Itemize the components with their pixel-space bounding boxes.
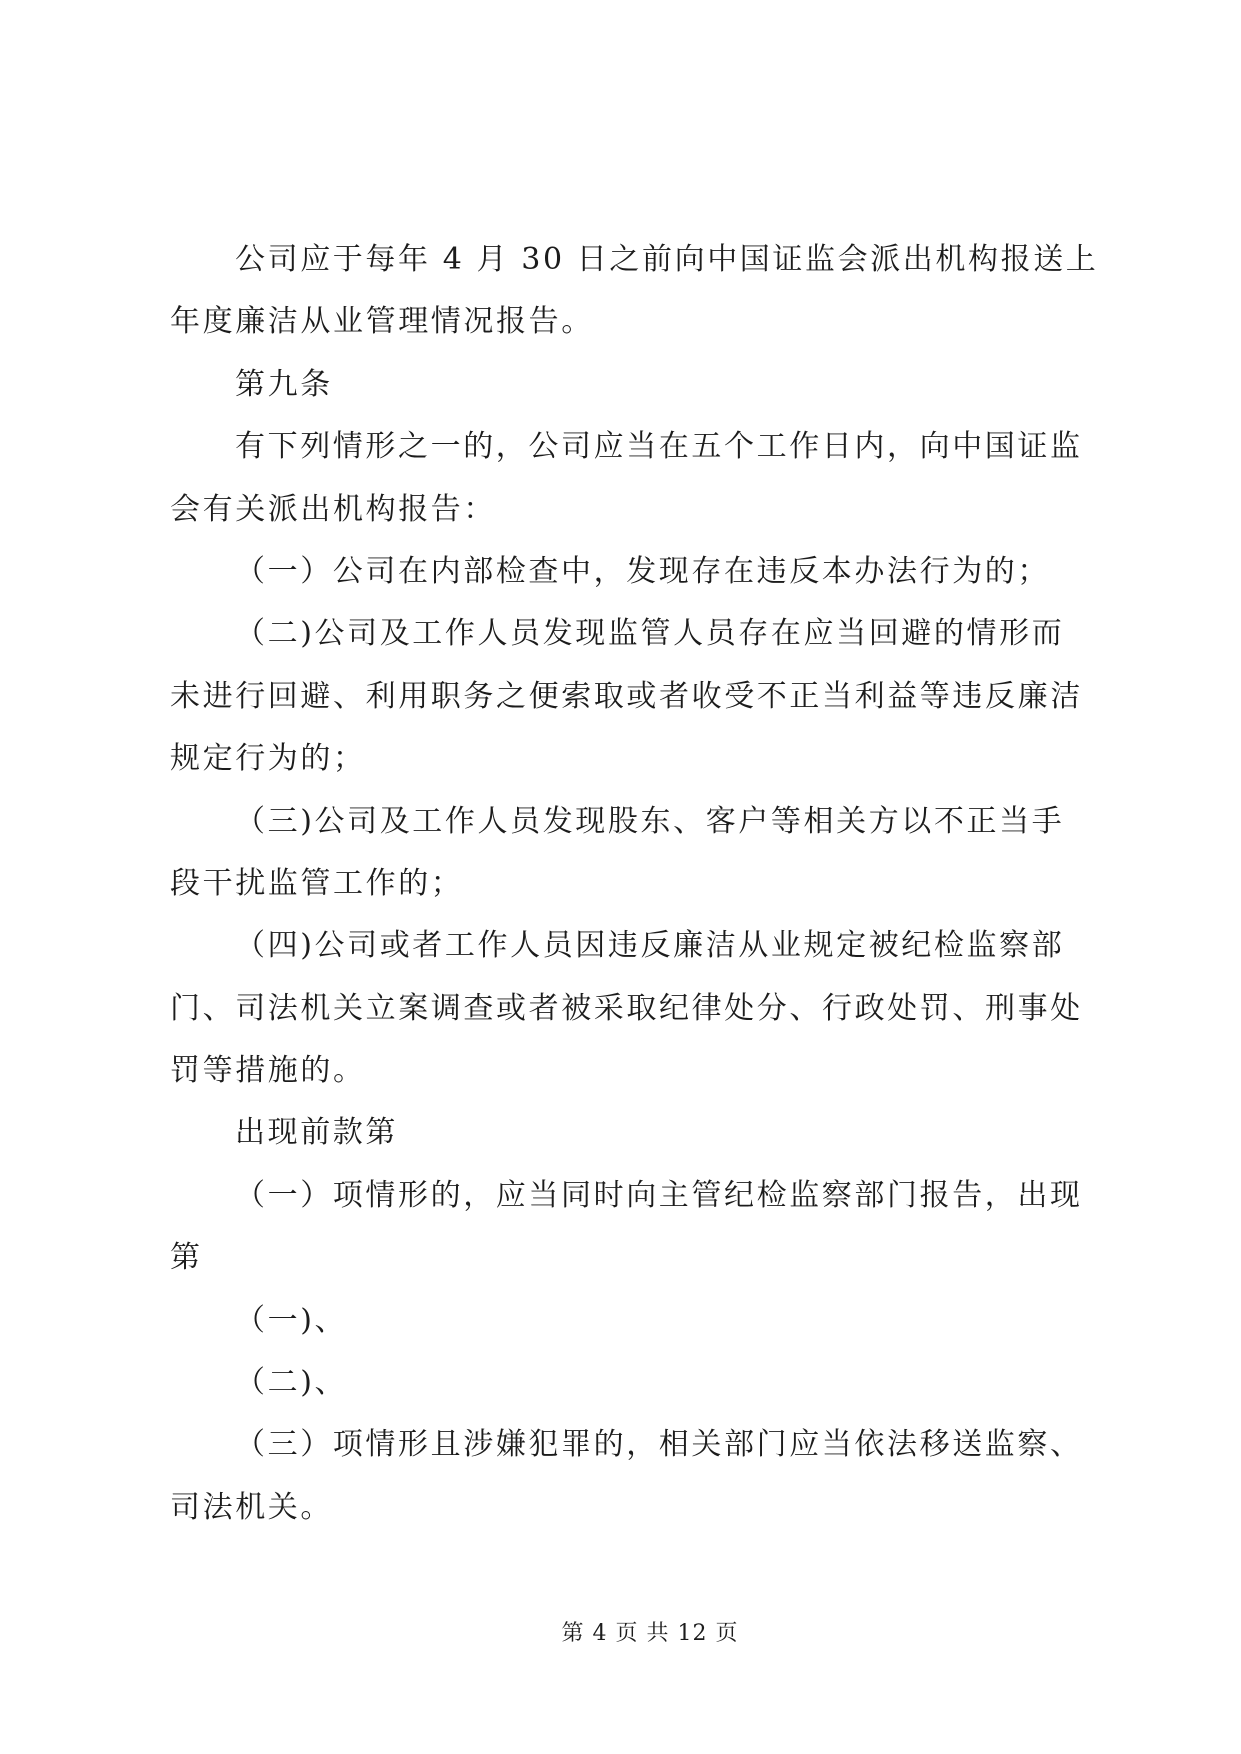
list-item-line: （四)公司或者工作人员因违反廉洁从业规定被纪检监察部 <box>235 928 1065 964</box>
body-text-line: 出现前款第 <box>235 1115 398 1151</box>
body-text-line: 罚等措施的。 <box>170 1053 366 1089</box>
article-heading: 第九条 <box>235 366 333 402</box>
list-item-line: （一）公司在内部检查中，发现存在违反本办法行为的； <box>235 553 1050 589</box>
list-item-line: （三)公司及工作人员发现股东、客户等相关方以不正当手 <box>235 803 1065 839</box>
body-text-line: 门、司法机关立案调查或者被采取纪律处分、行政处罚、刑事处 <box>170 990 1083 1026</box>
list-item-line: （三）项情形且涉嫌犯罪的，相关部门应当依法移送监察、 <box>235 1427 1083 1463</box>
page-number-footer: 第 4 页 共 12 页 <box>561 1621 739 1646</box>
body-text-line: 段干扰监管工作的； <box>170 865 464 901</box>
body-text-line: 会有关派出机构报告： <box>170 491 496 527</box>
list-item-line: （二)、 <box>235 1365 348 1401</box>
list-item-line: （一）项情形的，应当同时向主管纪检监察部门报告，出现 <box>235 1177 1083 1213</box>
list-item-line: （一)、 <box>235 1302 348 1338</box>
body-text-line: 规定行为的； <box>170 741 366 777</box>
body-text-line: 司法机关。 <box>170 1489 333 1525</box>
list-item-line: （二)公司及工作人员发现监管人员存在应当回避的情形而 <box>235 616 1065 652</box>
body-text-line: 年度廉洁从业管理情况报告。 <box>170 304 594 340</box>
body-text-line: 有下列情形之一的，公司应当在五个工作日内，向中国证监 <box>235 429 1083 465</box>
document-body <box>170 229 1130 1539</box>
body-text-line: 未进行回避、利用职务之便索取或者收受不正当利益等违反廉洁 <box>170 678 1083 714</box>
body-text-line: 公司应于每年 4 月 30 日之前向中国证监会派出机构报送上 <box>235 242 1099 277</box>
body-text-line: 第 <box>170 1240 203 1276</box>
